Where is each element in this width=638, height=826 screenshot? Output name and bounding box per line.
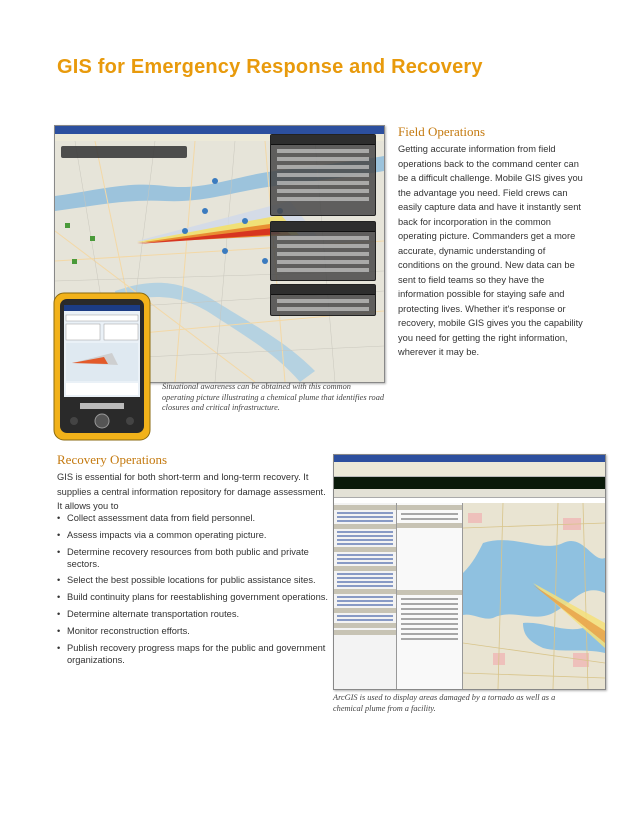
list-item: • Determine recovery resources from both public and private sectors. — [57, 546, 329, 570]
map-layers-panel — [270, 134, 376, 216]
recovery-operations-heading: Recovery Operations — [57, 452, 168, 467]
page-title: GIS for Emergency Response and Recovery — [57, 56, 483, 78]
field-operations-body: Getting accurate information from field operations back to the command center can be a difficult challenge. Mobile GIS gives you the advantage you need. Field crews can easily capture data and have it instantly sent back for incorporation in the common operating picture. Commanders get a more accurate, dynamic understanding of conditions on the ground. New data can be sent to field teams so they have the information possible for staying safe and protecting lives. Whether it's response or recovery, mobile GIS gives you the capability you need for getting the right information, wherever it may be. — [398, 144, 583, 357]
list-item: • Build continuity plans for reestablishing government operations. — [57, 591, 329, 603]
caption-common-operating-picture: Situational awareness can be obtained with this common operating picture illustrating a chemical plume that identifies road closures and critical infrastructure. — [162, 382, 384, 412]
arcgis-left-pane — [334, 503, 397, 689]
list-item: • Assess impacts via a common operating picture. — [57, 529, 329, 541]
caption-arcgis: ArcGIS is used to display areas damaged by a tornado as well as a chemical plume from a facility. — [333, 693, 556, 713]
list-item: • Collect assessment data from field personnel. — [57, 512, 329, 524]
cop-header-panel — [61, 146, 187, 158]
recovery-bullet-list — [57, 512, 329, 670]
operations-panel — [270, 284, 376, 316]
handheld-device-image — [52, 291, 152, 442]
list-item: • Monitor reconstruction efforts. — [57, 625, 329, 637]
arcgis-screenshot — [333, 454, 606, 690]
list-item: • Select the best possible locations for public assistance sites. — [57, 574, 329, 586]
field-operations-heading: Field Operations — [398, 124, 486, 139]
recovery-operations-intro: GIS is essential for both short-term and long-term recovery. It supplies a central information repository for damage assessment. It allows you to — [57, 472, 326, 511]
tornado-damage-map — [463, 503, 605, 689]
arcgis-middle-pane — [397, 503, 463, 689]
incidents-panel — [270, 221, 376, 281]
list-item: • Publish recovery progress maps for the public and government organizations. — [57, 642, 329, 666]
list-item: • Determine alternate transportation routes. — [57, 608, 329, 620]
